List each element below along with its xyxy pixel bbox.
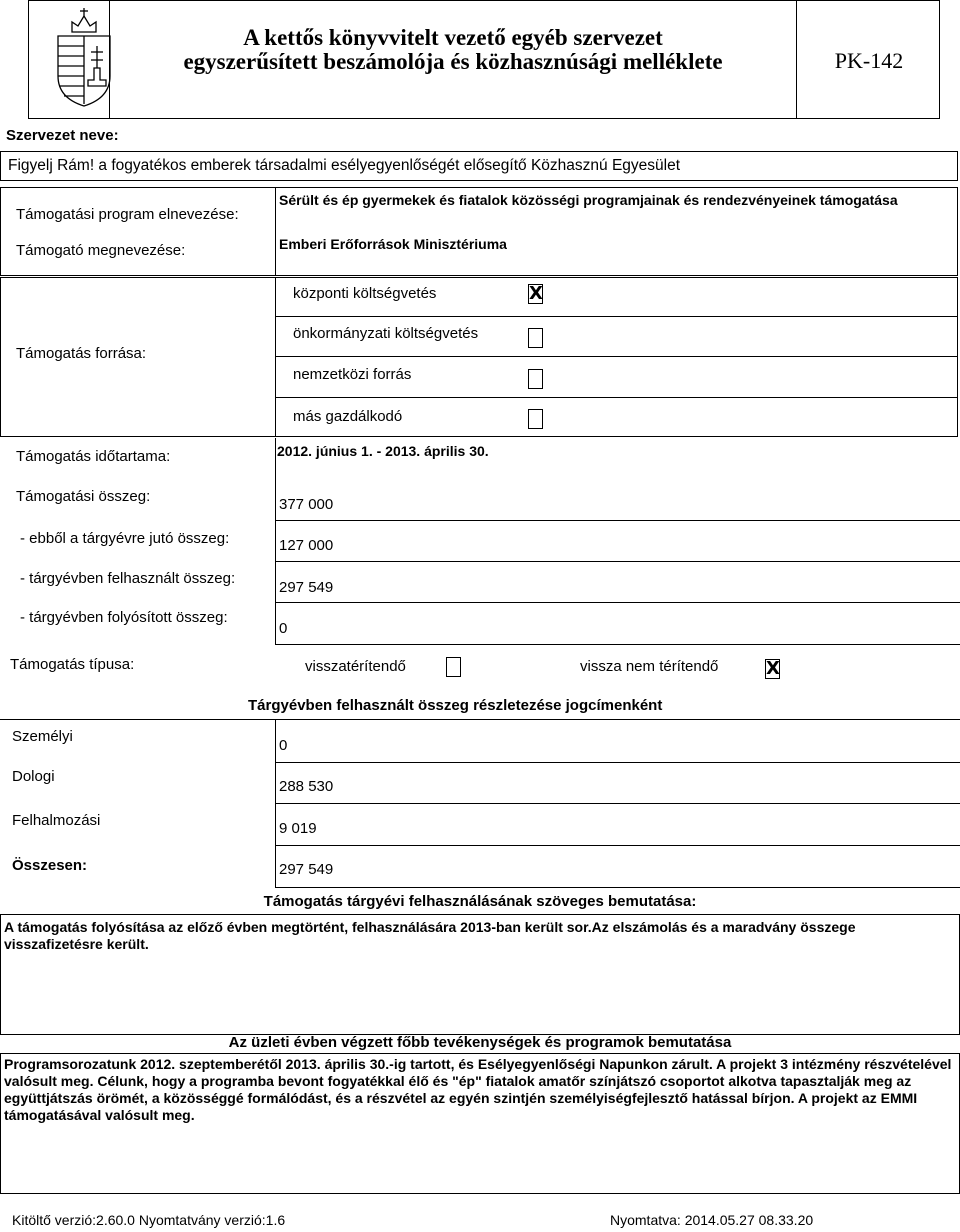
amount-used-value: 297 549 <box>279 579 334 596</box>
amount-paid-label: - tárgyévben folyósított összeg: <box>20 609 228 626</box>
breakdown-line-3 <box>275 845 960 846</box>
source-sep-2 <box>275 356 958 357</box>
usage-title: Támogatás tárgyévi felhasználásának szöveges bemutatása: <box>263 893 697 910</box>
program-label: Támogatási program elnevezése: <box>16 206 239 223</box>
amount-used-label: - tárgyévben felhasznált összeg: <box>20 570 236 587</box>
amount-total-value: 377 000 <box>279 496 334 513</box>
breakdown-line-4 <box>275 887 960 888</box>
source-option-international-checkbox[interactable] <box>528 369 543 389</box>
duration-value: 2012. június 1. - 2013. április 30. <box>277 443 489 459</box>
source-option-other-label: más gazdálkodó <box>293 408 403 425</box>
source-sep-3 <box>275 397 958 398</box>
breakdown-title: Tárgyévben felhasznált összeg részletezése jogcímenként <box>248 697 663 714</box>
amounts-divider <box>275 438 276 644</box>
amount-total-line <box>275 520 960 521</box>
activities-title: Az üzleti évben végzett főbb tevékenységek és programok bemutatása <box>228 1034 732 1051</box>
form-title-line1: A kettős könyvvitelt vezető egyéb szervezet <box>243 25 663 50</box>
breakdown-material-value: 288 530 <box>279 778 334 795</box>
breakdown-material-label: Dologi <box>12 768 55 785</box>
source-option-central-label: központi költségvetés <box>293 285 437 302</box>
source-option-international-label: nemzetközi forrás <box>293 366 412 383</box>
usage-text: A támogatás folyósítása az előző évben megtörtént, felhasználására 2013-ban került sor.Az elszámolás és a maradvány összege visszafizetésre került. <box>4 919 856 952</box>
source-sep-1 <box>275 316 958 317</box>
breakdown-top-line <box>0 719 960 720</box>
amount-used-line <box>275 602 960 603</box>
source-divider <box>275 277 276 437</box>
type-refundable-checkbox[interactable] <box>446 657 461 677</box>
form-code: PK-142 <box>834 48 904 73</box>
amount-year-label: - ebből a tárgyévre jutó összeg: <box>20 530 230 547</box>
org-name-value: Figyelj Rám! a fogyatékos emberek társadalmi esélyegyenlőségét elősegítő Közhasznú Egyesület <box>8 157 681 174</box>
footer-version: Kitöltő verzió:2.60.0 Nyomtatvány verzió:1.6 <box>12 1212 286 1228</box>
amount-year-value: 127 000 <box>279 537 334 554</box>
breakdown-total-label: Összesen: <box>12 857 88 874</box>
source-option-local-label: önkormányzati költségvetés <box>293 325 479 342</box>
breakdown-line-1 <box>275 762 960 763</box>
source-label: Támogatás forrása: <box>16 345 147 362</box>
amount-year-line <box>275 561 960 562</box>
source-option-other-checkbox[interactable] <box>528 409 543 429</box>
type-nonrefundable-label: vissza nem térítendő <box>580 658 719 675</box>
supporter-value: Emberi Erőforrások Minisztériuma <box>279 236 507 252</box>
header-divider-right <box>796 0 797 119</box>
amount-paid-line <box>275 644 960 645</box>
source-option-central-checkbox[interactable] <box>528 284 543 304</box>
type-refundable-label: visszatérítendő <box>305 658 406 675</box>
breakdown-personal-label: Személyi <box>12 728 73 745</box>
org-name-label: Szervezet neve: <box>6 127 119 144</box>
breakdown-capital-value: 9 019 <box>279 820 317 837</box>
coat-of-arms-icon <box>50 6 118 110</box>
breakdown-total-value: 297 549 <box>279 861 334 878</box>
type-nonrefundable-checkbox[interactable] <box>765 659 780 679</box>
type-label: Támogatás típusa: <box>10 656 135 673</box>
supporter-label: Támogató megnevezése: <box>16 242 186 259</box>
program-divider <box>275 187 276 276</box>
activities-text: Programsorozatunk 2012. szeptemberétől 2013. április 30.-ig tartott, és Esélyegyenlőségi Napunkon zárult. A projekt 3 intézmény részvételével valósult meg. Célunk, hogy a programba bevont fogyatékkal élő és "ép" fiatalok amatőr színjátszó csoportot alkotva tapasztalják meg az együttjátszás örömét, a közösséggé formálódást, és a részvétel az egyén szintjén személyiségfejlesztő hatással bírjon. A projekt az EMMI támogatásával valósult meg. <box>4 1056 952 1123</box>
footer-printed: Nyomtatva: 2014.05.27 08.33.20 <box>610 1212 814 1228</box>
form-title-line2: egyszerűsített beszámolója és közhasznúsági melléklete <box>183 49 723 74</box>
program-value: Sérült és ép gyermekek és fiatalok közösségi programjainak és rendezvényeinek támogatása <box>279 192 898 208</box>
amount-total-label: Támogatási összeg: <box>16 488 151 505</box>
breakdown-capital-label: Felhalmozási <box>12 812 101 829</box>
amount-paid-value: 0 <box>279 620 288 637</box>
source-option-local-checkbox[interactable] <box>528 328 543 348</box>
breakdown-line-2 <box>275 803 960 804</box>
breakdown-personal-value: 0 <box>279 737 288 754</box>
duration-label: Támogatás időtartama: <box>16 448 171 465</box>
